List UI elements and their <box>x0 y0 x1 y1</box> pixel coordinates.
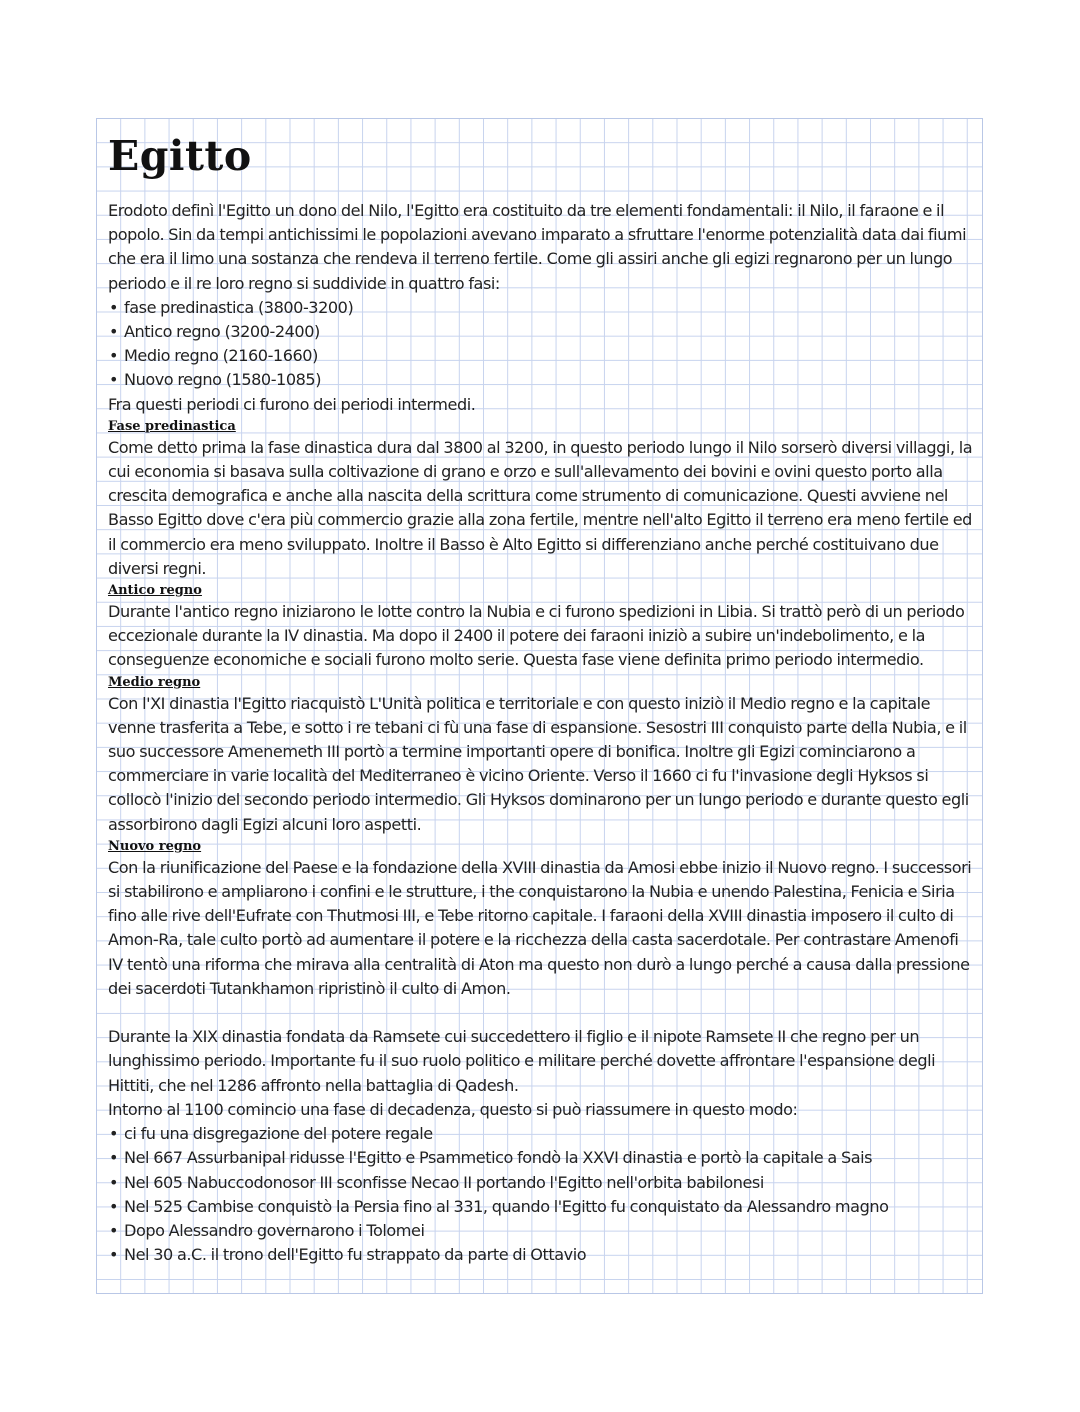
list-item: • Nel 30 a.C. il trono dell'Egitto fu strappato da parte di Ottavio <box>108 1243 974 1267</box>
list-item: • Nuovo regno (1580-1085) <box>108 368 974 392</box>
list-item: • Medio regno (2160-1660) <box>108 344 974 368</box>
grid-paper-sheet <box>96 118 983 1294</box>
page-title: Egitto <box>108 132 252 180</box>
list-item: • Dopo Alessandro governarono i Tolomei <box>108 1219 974 1243</box>
section-text-antico-regno: Durante l'antico regno iniziarono le lotte contro la Nubia e ci furono spedizioni in Libia. Si trattò però di un periodo eccezionale durante la IV dinastia. Ma dopo il 2400 il potere dei faraoni iniziò a subire un'indebolimento, e la conseguenze economiche e sociali furono molto serie. Questa fase viene definita primo periodo intermedio. <box>108 602 965 670</box>
document-body <box>108 125 974 1267</box>
closing-paragraph: Durante la XIX dinastia fondata da Ramsete cui succedettero il figlio e il nipote Ramsete II che regno per un lunghissimo periodo. Importante fu il suo ruolo politico e militare perché dovette affrontare l'espansione degli Hittiti, che nel 1286 affronto nella battaglia di Qadesh. <box>108 1027 936 1095</box>
list-item: • Nel 525 Cambise conquistò la Persia fino al 331, quando l'Egitto fu conquistato da Alessandro magno <box>108 1195 974 1219</box>
list-item: • fase predinastica (3800-3200) <box>108 296 974 320</box>
section-text-fase-predinastica: Come detto prima la fase dinastica dura dal 3800 al 3200, in questo periodo lungo il Nilo sorserò diversi villaggi, la cui economia si basava sulla coltivazione di grano e orzo e sull'allevamento dei bovini e ovini questo porto alla crescita demografica e anche alla nascita della scrittura come strumento di comunicazione. Questi avviene nel Basso Egitto dove c'era più commercio grazie alla zona fertile, mentre nell'alto Egitto il terreno era meno fertile ed il commercio era meno sviluppato. Inoltre il Basso è Alto Egitto si differenziano anche perché costituivano due diversi regni. <box>108 437 973 578</box>
decline-list <box>108 1122 974 1267</box>
blank-line <box>108 1001 974 1025</box>
phases-list <box>108 296 974 393</box>
list-item: • ci fu una disgregazione del potere regale <box>108 1122 974 1146</box>
section-heading-antico-regno: Antico regno <box>108 583 202 599</box>
list-item: • Nel 605 Nabuccodonosor III sconfisse Necao II portando l'Egitto nell'orbita babilonesi <box>108 1171 974 1195</box>
decline-intro: Intorno al 1100 comincio una fase di decadenza, questo si può riassumere in questo modo: <box>108 1099 798 1119</box>
section-text-nuovo-regno: Con la riunificazione del Paese e la fondazione della XVIII dinastia da Amosi ebbe inizio il Nuovo regno. I successori si stabilirono e ampliarono i confini e le strutture, i the conquistarono la Nubia e unendo Palestina, Fenicia e Siria fino alle rive dell'Eufrate con Thutmosi III, e Tebe ritorno capitale. I faraoni della XVIII dinastia imposero il culto di Amon-Ra, tale culto portò ad aumentare il potere e la ricchezza della casta sacerdotale. Per contrastare Amenofi IV tentò una riforma che mirava alla centralità di Aton ma questo non durò a lungo perché a causa dalla pressione dei sacerdoti Tutankhamon ripristinò il culto di Amon. <box>108 857 972 998</box>
phases-note: Fra questi periodi ci furono dei periodi intermedi. <box>108 394 476 414</box>
section-heading-medio-regno: Medio regno <box>108 674 201 690</box>
section-heading-fase-predinastica: Fase predinastica <box>108 418 236 434</box>
section-text-medio-regno: Con l'XI dinastia l'Egitto riacquistò L'Unità politica e territoriale e con questo iniziò il Medio regno e la capitale venne trasferita a Tebe, e sotto i re tebani ci fù una fase di espansione. Sesostri III conquisto parte della Nubia, e il suo successore Amenemeth III portò a termine importanti opere di bonifica. Inoltre gli Egizi cominciarono a commerciare in varie località del Mediterraneo è vicino Oriente. Verso il 1660 ci fu l'invasione degli Hyksos si collocò l'inizio del secondo periodo intermedio. Gli Hyksos dominarono per un lungo periodo e durante questo egli assorbirono dagli Egizi alcuni loro aspetti. <box>108 693 969 834</box>
list-item: • Antico regno (3200-2400) <box>108 320 974 344</box>
list-item: • Nel 667 Assurbanipal ridusse l'Egitto e Psammetico fondò la XXVI dinastia e portò la capitale a Sais <box>108 1146 974 1170</box>
intro-paragraph: Erodoto definì l'Egitto un dono del Nilo, l'Egitto era costituito da tre elementi fondamentali: il Nilo, il faraone e il popolo. Sin da tempi antichissimi le popolazioni avevano imparato a sfruttare l'enorme potenzialità data dai fiumi che era il limo una sostanza che rendeva il terreno fertile. Come gli assiri anche gli egizi regnarono per un lungo periodo e il re loro regno si suddivide in quattro fasi: <box>108 201 967 293</box>
section-heading-nuovo-regno: Nuovo regno <box>108 838 202 854</box>
